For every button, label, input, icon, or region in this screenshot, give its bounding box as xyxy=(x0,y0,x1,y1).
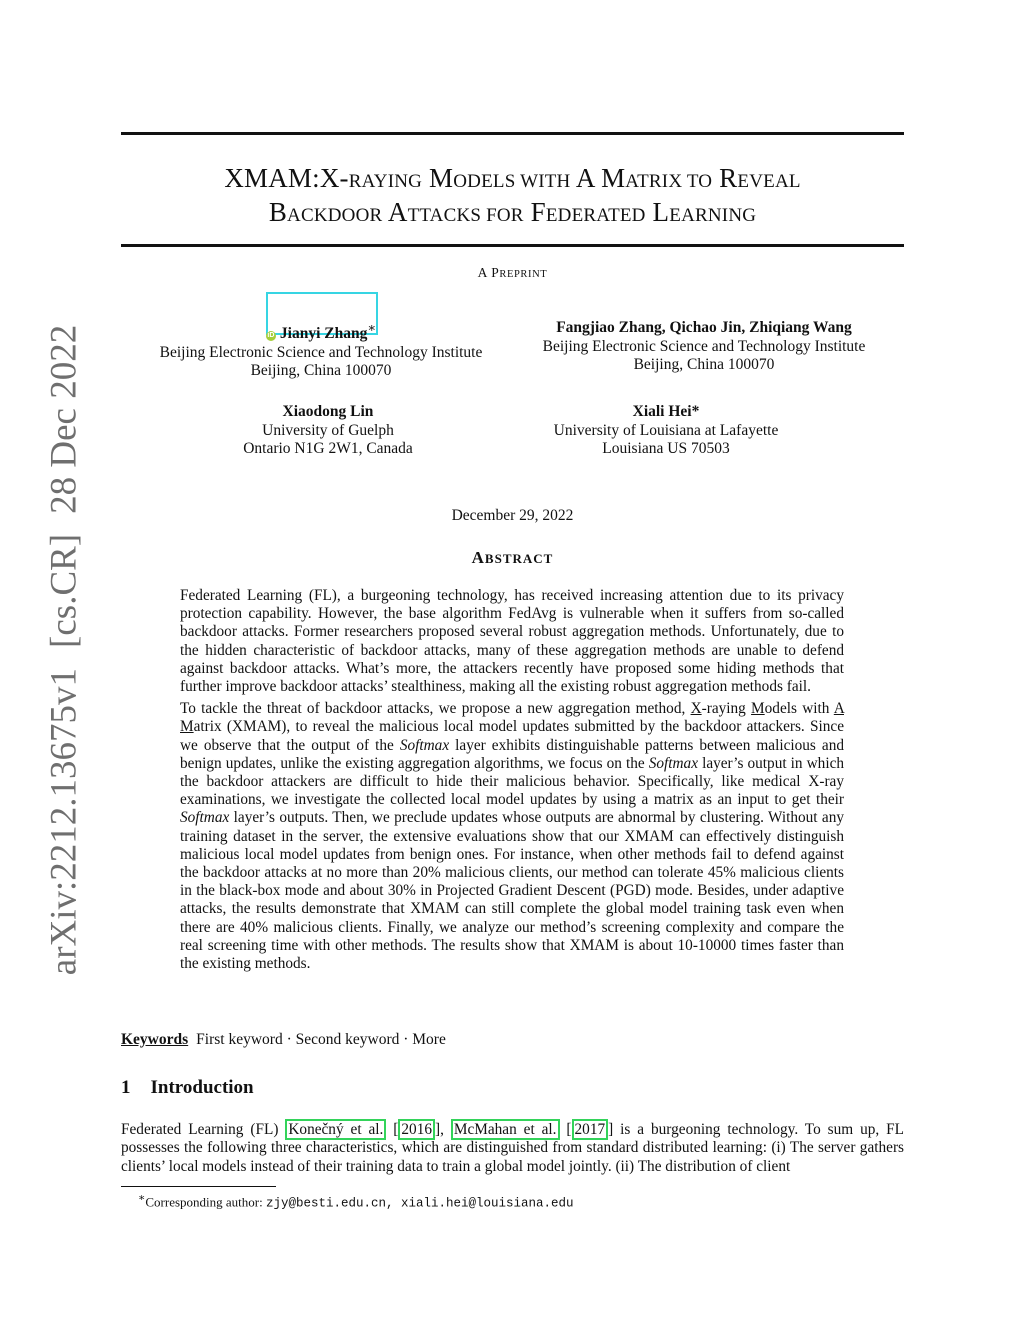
abstract-heading: ABSTRACT xyxy=(471,548,554,567)
footnote-rule xyxy=(121,1186,276,1187)
keywords-line xyxy=(121,1031,446,1049)
author-affiliation: University of Louisiana at Lafayette xyxy=(553,421,779,439)
footnote-emails: zjy@besti.edu.cn, xiali.hei@louisiana.edu xyxy=(265,1196,574,1211)
intro-paragraph: Federated Learning (FL) Konečný et al. [ 2016 ], McMahan et al. [ 2017 ] is a burgeoning technology. To sum up, FL possesses the following three characteristics, which are distinguished from standard distributed learning: (i) The server gathers clients’ local models instead of their training data to train a global model jointly. (ii) The distribution of client xyxy=(121,1121,905,1175)
author-block-4 xyxy=(466,403,866,459)
author-name: Xiaodong Lin xyxy=(282,403,374,420)
citation-link[interactable]: Konečný et al. xyxy=(285,1119,386,1140)
author-address: Ontario N1G 2W1, Canada xyxy=(243,440,413,457)
footnote: ∗Corresponding author: zjy@besti.edu.cn, xiali.hei@louisiana.edu xyxy=(138,1192,574,1211)
footnote-mark[interactable]: ∗ xyxy=(367,320,377,335)
keywords-text: First keyword · Second keyword · More xyxy=(196,1031,446,1048)
author-address: Louisiana US 70503 xyxy=(602,440,730,457)
preprint-label: A PREPRINT xyxy=(477,265,548,280)
paper-title-line-2: BACKDOOR ATTACKS FOR FEDERATED LEARNING xyxy=(268,197,757,227)
title-top-rule xyxy=(121,132,904,135)
author-block-2 xyxy=(504,319,904,375)
author-affiliation: Beijing Electronic Science and Technology Institute xyxy=(542,337,866,355)
author-name[interactable]: Jianyi Zhang xyxy=(279,325,368,343)
arxiv-date: 28 Dec 2022 xyxy=(43,324,85,514)
arxiv-stamp xyxy=(43,315,86,985)
orcid-icon[interactable]: iD xyxy=(267,332,275,340)
keywords-label: Keywords xyxy=(121,1031,189,1048)
paper-title-line-1: XMAM:X-RAYING MODELS WITH A MATRIX TO REVEAL xyxy=(224,163,801,193)
abstract-paragraph-2: To tackle the threat of backdoor attacks, we propose a new aggregation method, X-raying Models with A Matrix (XMAM), to reveal the malicious local model updates submitted by the backdoor attackers. Since we observe that the output of the Softmax layer exhibits distinguishable patterns between malicious and benign updates, unlike the existing aggregation algorithms, we focus on the Softmax layer’s output in which the backdoor attackers are difficult to hide their malicious behavior. Specifically, like medical X-ray examinations, we investigate the collected local model updates by using a matrix as an input to get their Softmax layer’s outputs. Then, we preclude updates whose outputs are abnormal by clustering. Without any training dataset in the server, the extensive evaluations show that our XMAM can effectively distinguish malicious local model updates from benign ones. For instance, when other methods fail to defend against the backdoor attacks at no more than 20% malicious clients, our method can tolerate 45% malicious clients in the black-box mode and about 30% in Projected Gradient Descent (PGD) mode. Besides, under adaptive attacks, the results demonstrate that XMAM can still complete the global model training task even when there are 40% malicious clients. Finally, we analyze our method’s screening complexity and compare the real screening time with other methods. The results show that XMAM is about 10-10000 times faster than the existing methods. xyxy=(180,700,845,973)
author-affiliation: Beijing Electronic Science and Technology Institute xyxy=(159,343,483,361)
author-address: Beijing, China 100070 xyxy=(250,362,392,380)
author-block-1 xyxy=(121,319,521,381)
citation-year-link[interactable]: 2016 xyxy=(398,1119,435,1140)
abstract-body xyxy=(180,587,844,977)
abstract-paragraph-1: Federated Learning (FL), a burgeoning technology, has received increasing attention due to its privacy protection capability. However, the base algorithm FedAvg is vulnerable when it suffers from so-called backdoor attacks. Former researchers proposed several robust aggregation methods. Unfortunately, due to the hidden characteristic of backdoor attacks, many of these aggregation methods are unable to defend against backdoor attacks. What’s more, the attackers recently have proposed some hiding methods that further improve backdoor attacks’ stealthiness, making all the existing robust aggregation methods fail. xyxy=(180,587,844,696)
arxiv-id: arXiv:2212.13675v1 xyxy=(43,667,85,976)
citation-year-link[interactable]: 2017 xyxy=(572,1119,609,1140)
author-name: Fangjiao Zhang, Qichao Jin, Zhiqiang Wang xyxy=(556,319,852,336)
author-address: Beijing, China 100070 xyxy=(633,356,775,373)
author-affiliation: University of Guelph xyxy=(262,421,394,439)
author-name: Xiali Hei* xyxy=(632,403,700,420)
paper-date: December 29, 2022 xyxy=(451,507,574,524)
arxiv-category: [cs.CR] xyxy=(43,533,85,648)
section-heading: 1 Introduction xyxy=(121,1077,254,1098)
title-bottom-rule xyxy=(121,244,904,247)
citation-link[interactable]: McMahan et al. xyxy=(451,1119,560,1140)
